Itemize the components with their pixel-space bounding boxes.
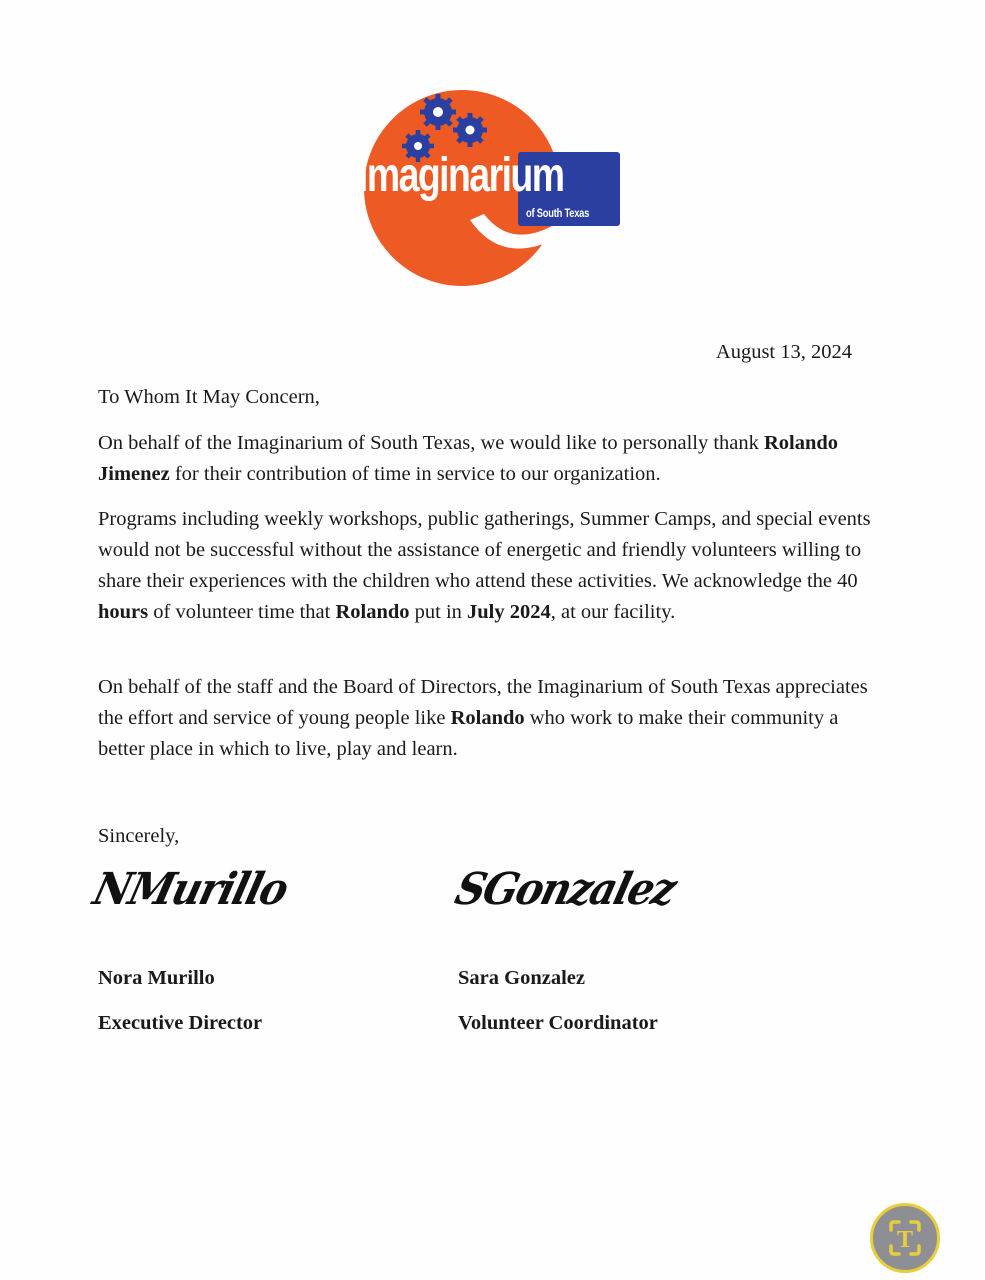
text-scan-glyph: T — [896, 1227, 914, 1253]
paragraph-thanks — [98, 428, 888, 490]
signer-name: Nora Murillo — [98, 967, 215, 989]
signer-title: Volunteer Coordinator — [458, 1012, 658, 1034]
text-scan-button[interactable] — [870, 1203, 940, 1273]
paragraph-appreciation — [98, 672, 888, 765]
logo-wordmark — [358, 149, 564, 202]
logo-word-part-b: rium — [488, 149, 564, 202]
paragraph-text: , at our facility. — [550, 601, 676, 623]
service-period: July 2024 — [467, 601, 551, 623]
signer-name: Sara Gonzalez — [458, 967, 585, 989]
paragraph-text: for their contribution of time in service to our organization. — [169, 463, 661, 485]
gear-icon — [453, 113, 487, 147]
paragraph-text: On behalf of the Imaginarium of South Texas, we would like to personally thank — [98, 432, 764, 454]
signature-sara-gonzalez: SGonzalez — [450, 864, 681, 915]
paragraph-text: put in — [409, 601, 468, 623]
gear-icon — [420, 94, 456, 130]
volunteer-first-name: Rolando — [450, 707, 525, 729]
signature-nora-murillo: NMurillo — [88, 864, 292, 915]
paragraph-text: of volunteer time that — [148, 601, 336, 623]
imaginarium-logo — [352, 88, 627, 290]
logo-word-part-a: imagina — [358, 149, 489, 202]
volunteer-first-name: Rolando — [335, 601, 410, 623]
paragraph-text: Programs including weekly workshops, public gatherings, Summer Camps, and special events would not be successful without the assistance of energetic and friendly volunteers willing to share their experiences with the children who attend these activities. We acknowledge the 40 — [98, 508, 871, 592]
closing: Sincerely, — [98, 825, 180, 847]
volunteer-full-name: Rolando Jimenez — [98, 432, 839, 485]
text-scan-icon — [873, 1206, 937, 1270]
signer-title: Executive Director — [98, 1012, 263, 1034]
hours-label: hours — [98, 601, 149, 623]
paragraph-text: On behalf of the staff and the Board of Directors, the Imaginarium of South Texas appreciates the effort and service of young people like — [98, 676, 868, 729]
letter-date: August 13, 2024 — [715, 341, 852, 363]
salutation: To Whom It May Concern, — [98, 386, 320, 408]
paragraph-text: who work to make their community a better place in which to live, play and learn. — [98, 707, 839, 760]
paragraph-acknowledgement — [98, 504, 888, 628]
logo-subtitle: of South Texas — [526, 206, 590, 220]
